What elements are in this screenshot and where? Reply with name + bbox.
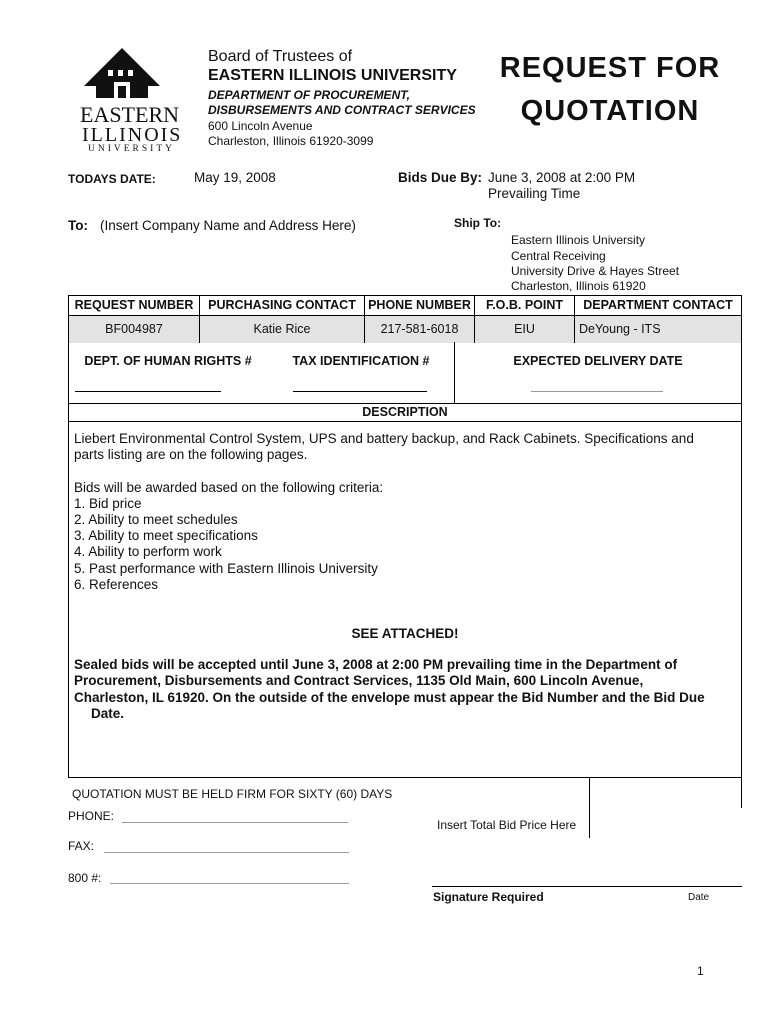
criteria-intro: Bids will be awarded based on the following criteria: xyxy=(74,480,384,495)
header-fob-point: F.O.B. POINT xyxy=(475,296,575,315)
criteria-item: 1. Bid price xyxy=(74,496,142,511)
header-purchasing-contact: PURCHASING CONTACT xyxy=(200,296,365,315)
dept-line-2: DISBURSEMENTS AND CONTRACT SERVICES xyxy=(208,103,476,117)
tax-id-line[interactable] xyxy=(293,391,427,392)
intro-line-2: parts listing are on the following pages. xyxy=(74,447,308,462)
header-request-number: REQUEST NUMBER xyxy=(69,296,200,315)
address-line-1: 600 Lincoln Avenue xyxy=(208,119,313,133)
title-request-for: REQUEST FOR xyxy=(499,52,721,84)
criteria-item: 2. Ability to meet schedules xyxy=(74,512,238,527)
to-value: (Insert Company Name and Address Here) xyxy=(100,218,356,233)
criteria-item: 6. References xyxy=(74,577,159,592)
fax-label: FAX: xyxy=(68,839,95,853)
bids-due-value: June 3, 2008 at 2:00 PM xyxy=(488,170,636,185)
logo-eastern: EASTERN xyxy=(80,102,179,127)
university-name: EASTERN ILLINOIS UNIVERSITY xyxy=(208,67,457,84)
sealed-line-4: Date. xyxy=(91,706,125,721)
value-purchasing-contact: Katie Rice xyxy=(200,316,365,343)
ship-to-line-4: Charleston, Illinois 61920 xyxy=(511,279,646,293)
page-number: 1 xyxy=(697,964,704,978)
header-department-contact: DEPARTMENT CONTACT xyxy=(575,296,741,315)
address-line-2: Charleston, Illinois 61920-3099 xyxy=(208,134,374,148)
ids-table xyxy=(68,342,742,404)
see-attached: SEE ATTACHED! xyxy=(351,626,459,641)
human-rights-line[interactable] xyxy=(75,391,221,392)
board-title: Board of Trustees of xyxy=(208,48,353,65)
tollfree-line[interactable] xyxy=(110,883,349,884)
todays-date-label: TODAYS DATE: xyxy=(68,172,156,186)
ship-to-line-1: Eastern Illinois University xyxy=(511,233,646,247)
intro-line-1: Liebert Environmental Control System, UPS and battery backup, and Rack Cabinets. Specifications and xyxy=(74,431,694,446)
dept-line-1: DEPARTMENT OF PROCUREMENT, xyxy=(208,88,411,102)
logo-university: UNIVERSITY xyxy=(88,144,175,154)
signature-label: Signature Required xyxy=(433,890,544,904)
ship-to-line-2: Central Receiving xyxy=(511,249,606,263)
todays-date-value: May 19, 2008 xyxy=(194,170,276,185)
signature-line[interactable] xyxy=(432,886,742,887)
bid-price-label: Insert Total Bid Price Here xyxy=(437,818,577,832)
criteria-item: 5. Past performance with Eastern Illinois University xyxy=(74,561,378,576)
value-request-number: BF004987 xyxy=(69,316,200,343)
bids-due-label: Bids Due By: xyxy=(398,170,483,185)
header-phone-number: PHONE NUMBER xyxy=(365,296,475,315)
firm-note: QUOTATION MUST BE HELD FIRM FOR SIXTY (60) DAYS xyxy=(72,787,393,801)
description-header: DESCRIPTION xyxy=(362,405,448,419)
phone-line[interactable] xyxy=(122,822,348,823)
description-box xyxy=(68,403,742,778)
ship-to-label: Ship To: xyxy=(454,216,502,230)
sealed-line-3: Charleston, IL 61920. On the outside of the envelope must appear the Bid Number and the Bid Due xyxy=(74,690,705,705)
phone-label: PHONE: xyxy=(68,809,115,823)
tollfree-label: 800 #: xyxy=(68,871,102,885)
date-label: Date xyxy=(688,892,710,903)
header-tax-id: TAX IDENTIFICATION # xyxy=(267,354,455,374)
to-label: To: xyxy=(68,218,88,233)
header-expected-delivery: EXPECTED DELIVERY DATE xyxy=(455,354,741,374)
criteria-item: 3. Ability to meet specifications xyxy=(74,528,258,543)
header-human-rights: DEPT. OF HUMAN RIGHTS # xyxy=(69,354,267,374)
criteria-item: 4. Ability to perform work xyxy=(74,544,222,559)
fax-line[interactable] xyxy=(104,852,349,853)
value-phone-number: 217-581-6018 xyxy=(365,316,475,343)
title-quotation: QUOTATION xyxy=(520,95,700,127)
info-table xyxy=(68,295,742,343)
sealed-line-1: Sealed bids will be accepted until June 3, 2008 at 2:00 PM prevailing time in the Department of xyxy=(74,657,678,672)
value-department-contact: DeYoung - ITS xyxy=(575,316,741,343)
value-fob-point: EIU xyxy=(475,316,575,343)
ship-to-line-3: University Drive & Hayes Street xyxy=(511,264,680,278)
delivery-date-line[interactable] xyxy=(531,391,663,392)
sealed-line-2: Procurement, Disbursements and Contract Services, 1135 Old Main, 600 Lincoln Avenue, xyxy=(74,673,644,688)
bids-due-note: Prevailing Time xyxy=(488,186,581,201)
logo-illinois: ILLINOIS xyxy=(82,124,183,146)
